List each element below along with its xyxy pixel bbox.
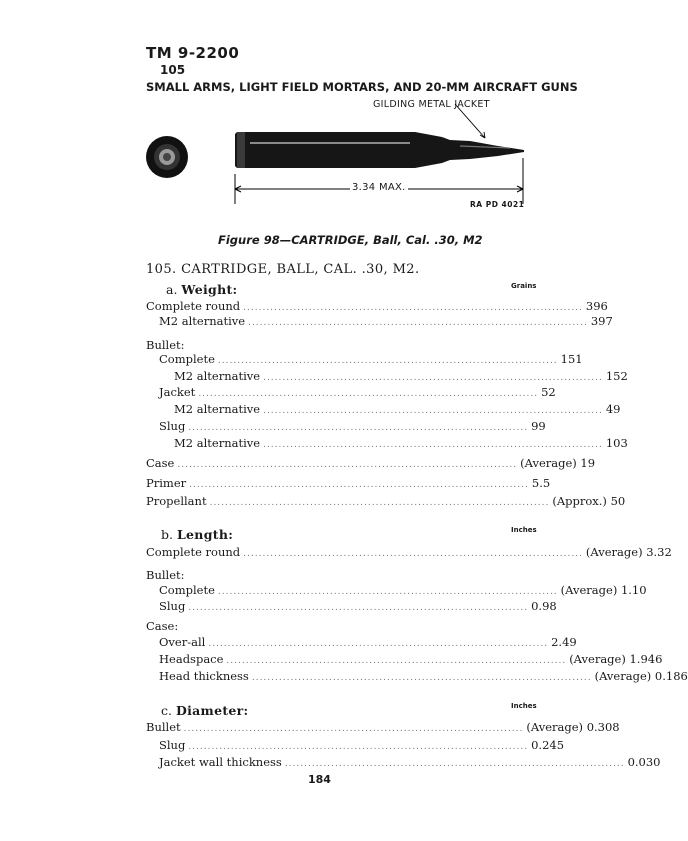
page-number: 184 [308, 773, 331, 786]
table-row: Primer ........................................................................................ 5.5 [146, 476, 551, 490]
weight-heading-text: Weight: [181, 282, 238, 297]
table-row: Slug ........................................................................................ 99 [159, 419, 546, 433]
weight-heading [166, 282, 237, 297]
callout-leader [455, 104, 485, 138]
length-heading-letter: b. [161, 527, 173, 542]
length-heading [161, 527, 233, 542]
table-row: Complete ........................................................................................ (Average) 1.10 [159, 583, 647, 597]
table-row: Head thickness ........................................................................................ (Average) 0.186 [159, 669, 688, 683]
table-row: M2 alternative ........................................................................................ 152 [174, 369, 628, 383]
table-row: Complete round ........................................................................................ (Average) 3.32 [146, 545, 672, 559]
case-label: Case: [146, 619, 179, 633]
figure-ra-number: RA PD 4021 [470, 200, 525, 209]
figure-caption: Figure 98—CARTRIDGE, Ball, Cal. .30, M2 [218, 233, 483, 247]
tm-number: TM 9-2200 [146, 44, 240, 62]
table-row: Complete ........................................................................................ 151 [159, 352, 583, 366]
table-row: Complete round ........................................................................................ 396 [146, 299, 608, 313]
table-row: Case ........................................................................................ (Average) 19 [146, 456, 596, 470]
length-heading-text: Length: [176, 527, 234, 542]
diameter-unit: Inches [511, 702, 537, 710]
table-row: Slug ........................................................................................ 0.245 [159, 738, 565, 752]
figure-callout: GILDING METAL JACKET [373, 99, 490, 110]
cartridge-side-view [235, 132, 524, 168]
section-title: 105. CARTRIDGE, BALL, CAL. .30, M2. [146, 262, 420, 277]
table-row: M2 alternative ........................................................................................ 49 [174, 402, 621, 416]
bullet-label: Bullet: [146, 568, 185, 582]
diameter-heading-letter: c. [161, 703, 172, 718]
table-row: Slug ........................................................................................ 0.98 [159, 599, 557, 613]
length-unit: Inches [511, 526, 537, 534]
table-row: Over-all ........................................................................................ 2.49 [159, 635, 577, 649]
bullet-label: Bullet: [146, 338, 185, 352]
paragraph-number: 105 [160, 63, 186, 77]
weight-heading-letter: a. [166, 282, 178, 297]
table-row: M2 alternative ........................................................................................ 397 [159, 314, 613, 328]
dimension-label: 3.34 MAX. [352, 182, 406, 193]
running-head: SMALL ARMS, LIGHT FIELD MORTARS, AND 20-MM AIRCRAFT GUNS [146, 80, 578, 94]
table-row: Propellant ........................................................................................ (Approx.) 50 [146, 494, 626, 508]
table-row: Bullet ........................................................................................ (Average) 0.308 [146, 720, 620, 734]
table-row: M2 alternative ........................................................................................ 103 [174, 436, 628, 450]
diameter-heading [161, 703, 248, 718]
table-row: Headspace ........................................................................................ (Average) 1.946 [159, 652, 663, 666]
table-row: Jacket wall thickness ........................................................................................ 0.030 [159, 755, 661, 769]
table-row: Jacket ........................................................................................ 52 [159, 385, 556, 399]
diameter-heading-text: Diameter: [175, 703, 249, 718]
weight-unit: Grains [511, 282, 537, 290]
